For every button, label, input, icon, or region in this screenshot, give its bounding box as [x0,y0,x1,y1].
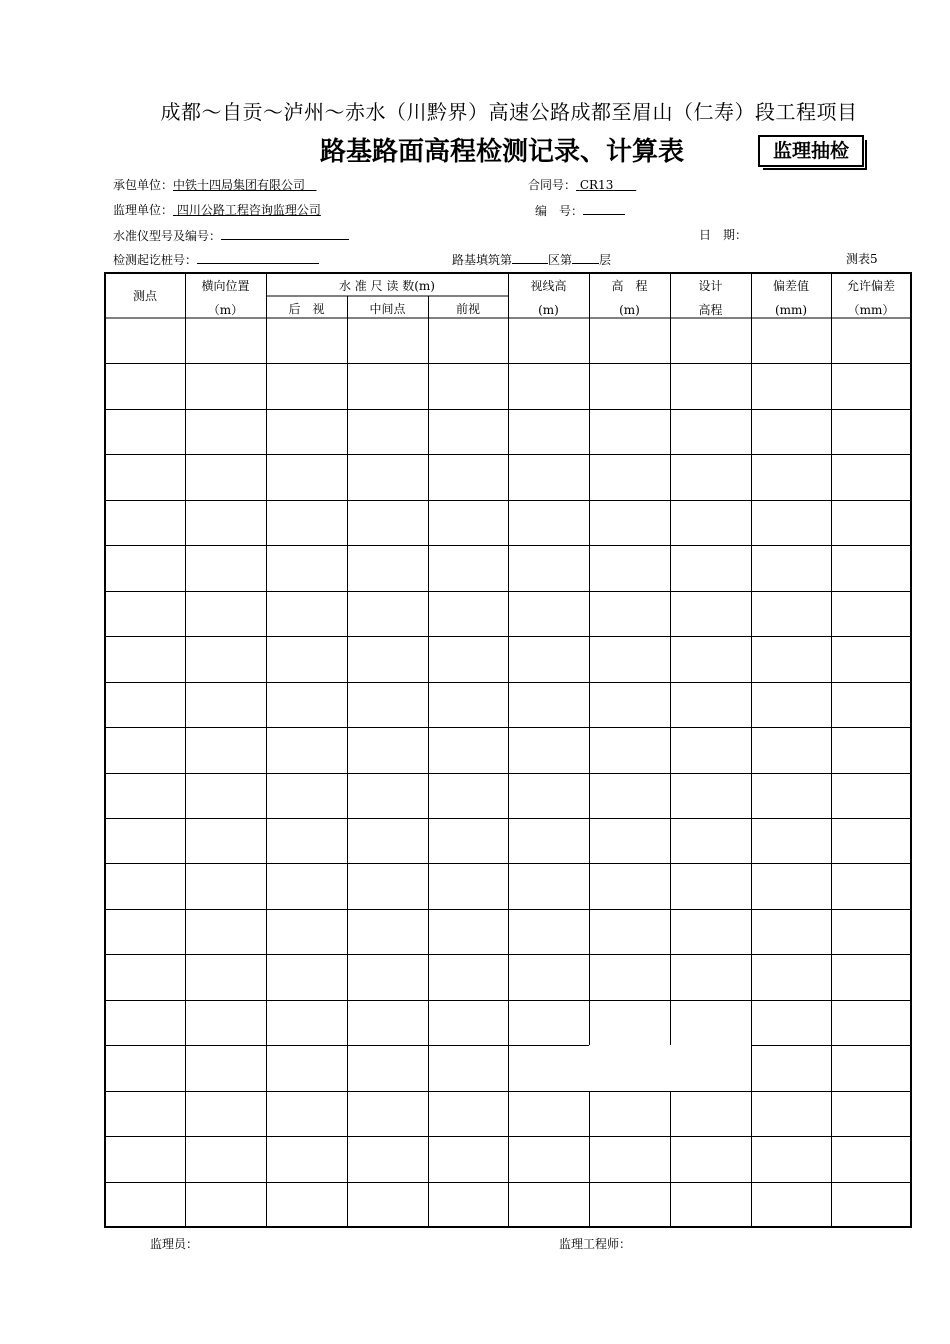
engineer-signature: 监理工程师： [559,1237,632,1251]
station-label: 检测起讫桩号： [113,253,198,267]
header-elev-unit: (m) [619,303,640,317]
header-sight-unit: (m) [538,303,559,317]
header-lateral: 横向位置 [201,279,250,293]
contract-no-value: CR13 [579,178,614,192]
header-design-2: 高程 [698,303,723,317]
supervisor-value: 四川公路工程咨询监理公司 [176,203,321,217]
header-point: 测点 [132,289,157,303]
header-lateral-unit: （m） [207,303,244,317]
header-deviation-unit: (mm) [774,303,808,317]
contractor-value: 中铁十四局集团有限公司 [173,178,306,192]
fill-mid: 区第 [548,253,573,267]
fill-suffix: 层 [599,253,612,267]
header-sight: 视线高 [530,279,567,293]
supervisor-label: 监理单位： [113,203,174,217]
header-front: 前视 [455,302,480,316]
header-reading: 水 准 尺 读 数(m) [338,279,435,293]
form-title: 路基路面高程检测记录、计算表 [320,137,685,167]
contractor-label: 承包单位： [113,178,174,192]
form-number: 测表5 [846,252,878,266]
level-label: 水准仪型号及编号： [113,229,222,243]
header-back: 后 视 [288,302,325,316]
fill-prefix: 路基填筑第 [452,253,513,267]
header-middle: 中间点 [369,302,406,316]
serial-label: 编 号： [535,204,584,218]
header-design: 设计 [698,279,723,293]
header-elev: 高 程 [611,279,648,293]
project-title: 成都～自贡～泸州～赤水（川黔界）高速公路成都至眉山（仁寿）段工程项目 [160,100,858,124]
inspector-signature: 监理员： [150,1237,199,1251]
contract-no-label: 合同号： [528,178,577,192]
header-allowance-unit: （mm） [847,303,895,317]
date-label: 日 期： [699,228,748,242]
header-deviation: 偏差值 [772,279,809,293]
header-allowance: 允许偏差 [846,279,895,293]
inspection-stamp: 监理抽检 [758,135,864,167]
